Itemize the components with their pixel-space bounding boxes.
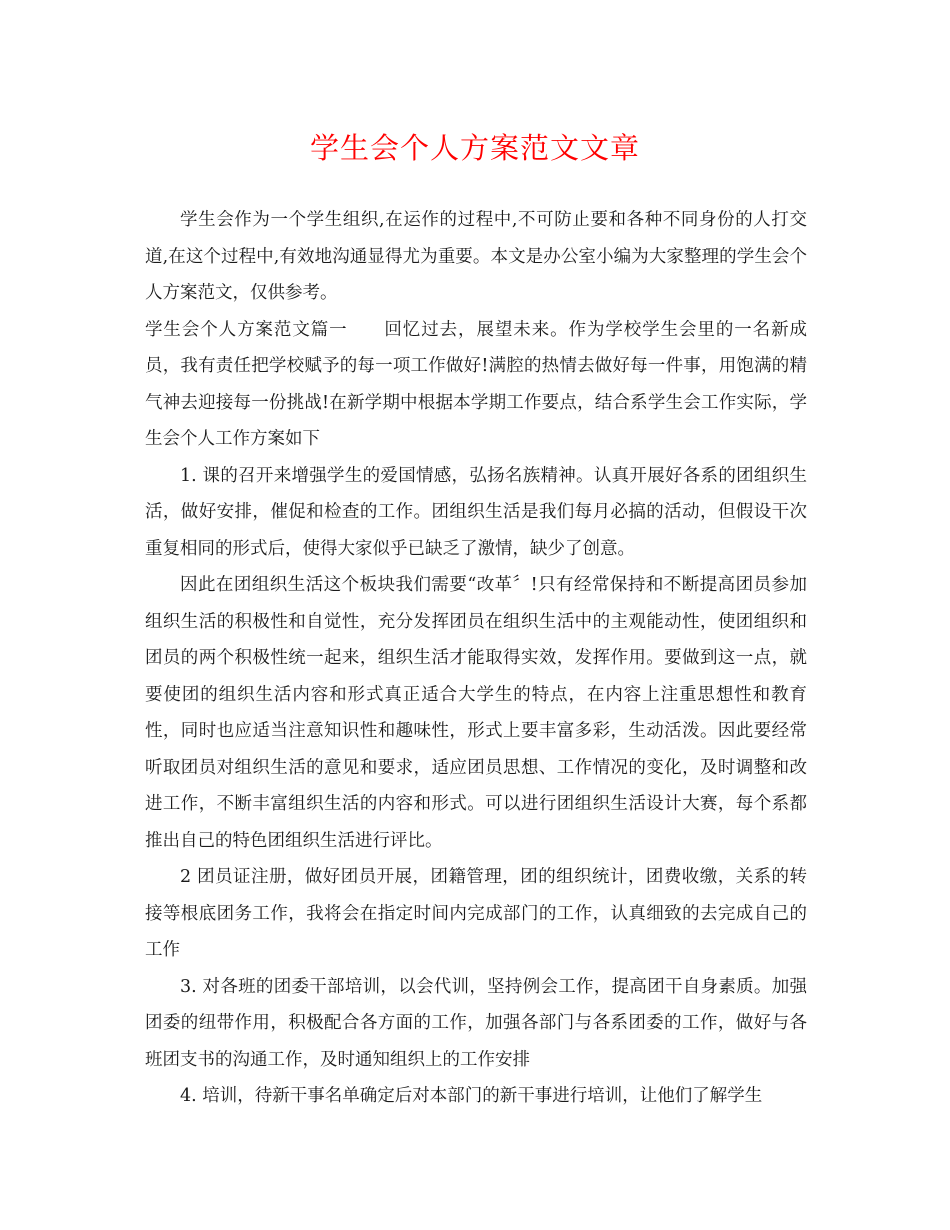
paragraph-section-one: 学生会个人方案范文篇一 回忆过去，展望未来。作为学校学生会里的一名新成员，我有责任把学校赋予的每一项工作做好!满腔的热情去做好每一件事，用饱满的精气神去迎接每一份挑战!在新学期中根据本学期工作要点，结合系学生会工作实际，学生会个人工作方案如下: [145, 319, 807, 449]
paragraph-intro: 学生会作为一个学生组织,在运作的过程中,不可防止要和各种不同身份的人打交道,在这个过程中,有效地沟通显得尤为重要。本文是办公室小编为大家整理的学生会个人方案范文，仅供参考。: [145, 210, 807, 303]
paragraph-item-4: 4. 培训，待新干事名单确定后对本部门的新干事进行培训，让他们了解学生: [180, 1086, 763, 1106]
paragraph-item-1: 1. 课的召开来增强学生的爱国情感，弘扬名族精神。认真开展好各系的团组织生活，做好安排，催促和检查的工作。团组织生活是我们每月必搞的活动，但假设干次重复相同的形式后，使得大家似乎已缺乏了激情，缺少了创意。: [145, 465, 807, 559]
document-title: 学生会个人方案范文文章: [309, 131, 640, 165]
document-body: [145, 202, 807, 1115]
paragraph-item-2: 2 团员证注册，做好团员开展，团籍管理，团的组织统计，团费收缴，关系的转接等根底团务工作，我将会在指定时间内完成部门的工作，认真细致的去完成自己的工作: [145, 867, 807, 960]
paragraph-reform: 因此在团组织生活这个板块我们需要“改革〞!只有经常保持和不断提高团员参加组织生活的积极性和自觉性，充分发挥团员在组织生活中的主观能动性，使团组织和团员的两个积极性统一起来，组织生活才能取得实效，发挥作用。要做到这一点，就要使团的组织生活内容和形式真正适合大学生的特点，在内容上注重思想性和教育性，同时也应适当注意知识性和趣味性，形式上要丰富多彩，生动活泼。因此要经常听取团员对组织生活的意见和要求，适应团员思想、工作情况的变化，及时调整和改进工作，不断丰富组织生活的内容和形式。可以进行团组织生活设计大赛，每个系都推出自己的特色团组织生活进行评比。: [145, 575, 807, 851]
paragraph-item-3: 3. 对各班的团委干部培训，以会代训，坚持例会工作，提高团干自身素质。加强团委的纽带作用，积极配合各方面的工作，加强各部门与各系团委的工作，做好与各班团支书的沟通工作，及时通知组织上的工作安排: [145, 976, 807, 1070]
